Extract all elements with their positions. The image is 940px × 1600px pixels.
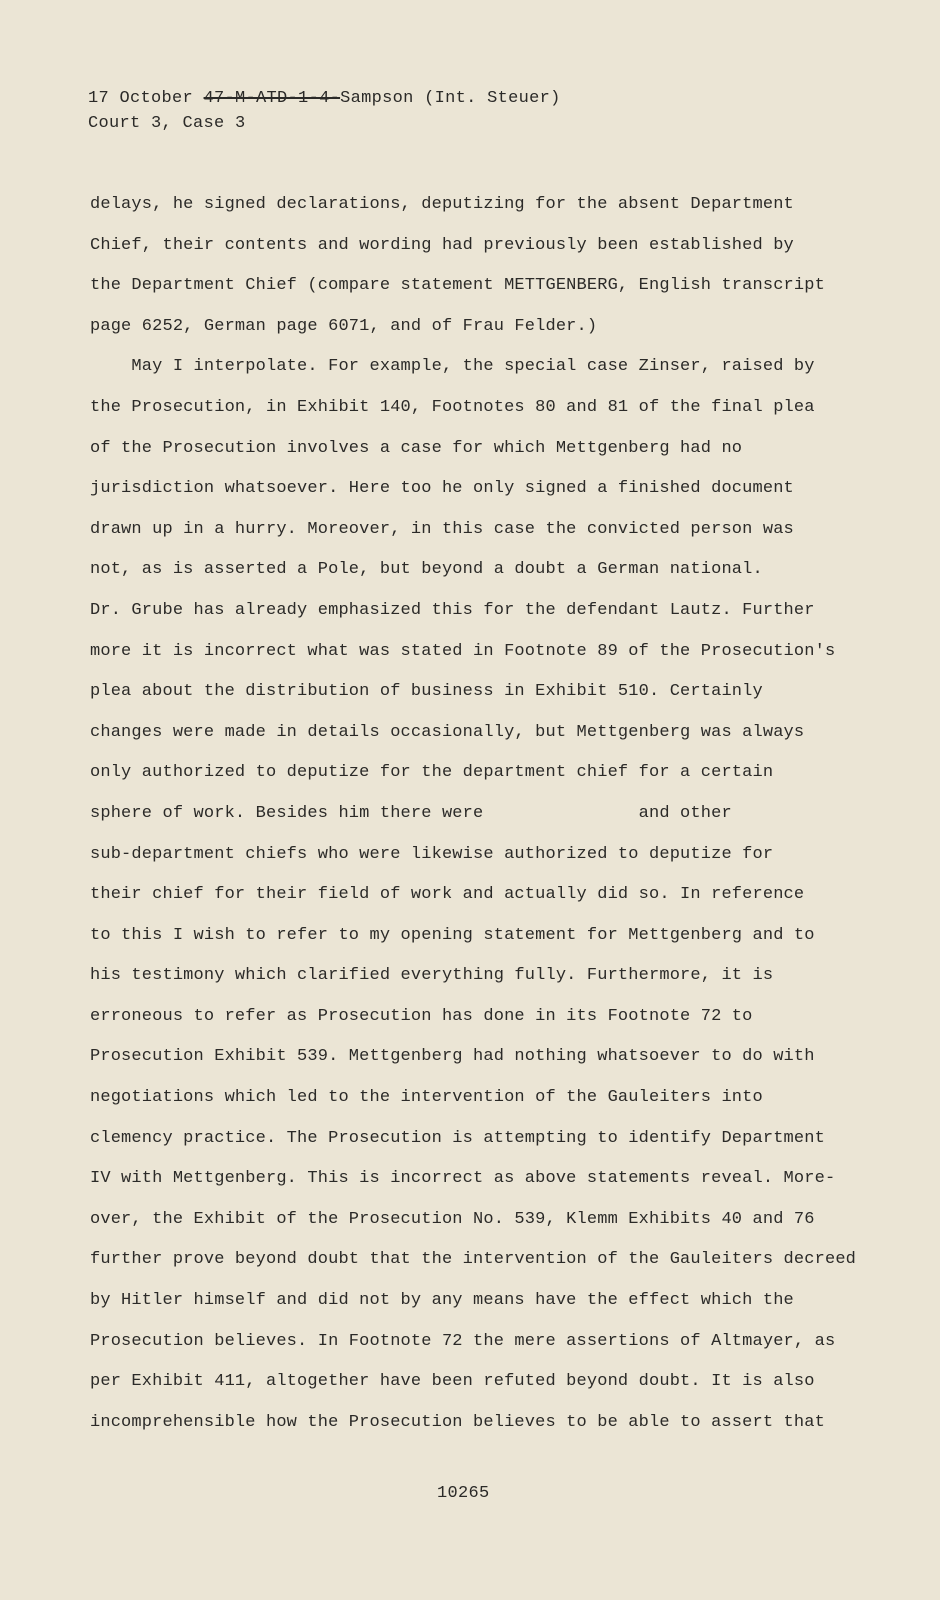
body-line: further prove beyond doubt that the intervention of the Gauleiters decreed (90, 1250, 857, 1270)
body-line: by Hitler himself and did not by any means have the effect which the (90, 1291, 794, 1311)
body-line: sub-department chiefs who were likewise authorized to deputize for (90, 844, 774, 864)
body-line: only authorized to deputize for the department chief for a certain (90, 763, 774, 783)
body-line: to this I wish to refer to my opening statement for Mettgenberg and to (90, 925, 815, 945)
body-line: clemency practice. The Prosecution is attempting to identify Department (90, 1128, 825, 1148)
body-line: the Department Chief (compare statement METTGENBERG, English transcript (90, 276, 825, 296)
header-reporter: Sampson (Int. Steuer) (340, 89, 561, 108)
body-line: page 6252, German page 6071, and of Frau Felder.) (90, 316, 598, 336)
page-number: 10265 (437, 1484, 490, 1503)
body-line: their chief for their field of work and actually did so. In reference (90, 885, 805, 905)
body-line: per Exhibit 411, altogether have been refuted beyond doubt. It is also (90, 1372, 815, 1392)
body-line: erroneous to refer as Prosecution has done in its Footnote 72 to (90, 1006, 753, 1026)
body-line: his testimony which clarified everything fully. Furthermore, it is (90, 966, 774, 986)
body-line: delays, he signed declarations, deputizing for the absent Department (90, 195, 794, 214)
body-line: more it is incorrect what was stated in Footnote 89 of the Prosecution's (90, 641, 836, 661)
transcript-body (90, 185, 890, 1443)
body-line: Chief, their contents and wording had previously been established by (90, 235, 794, 255)
body-line: Prosecution believes. In Footnote 72 the mere assertions of Altmayer, as (90, 1331, 836, 1351)
body-line: IV with Mettgenberg. This is incorrect as above statements reveal. More- (90, 1169, 836, 1189)
body-line: drawn up in a hurry. Moreover, in this case the convicted person was (90, 519, 794, 539)
body-line: not, as is asserted a Pole, but beyond a doubt a German national. (90, 560, 763, 580)
header-line-1 (88, 86, 561, 111)
body-line: Dr. Grube has already emphasized this for the defendant Lautz. Further (90, 600, 815, 620)
body-line: over, the Exhibit of the Prosecution No. 539, Klemm Exhibits 40 and 76 (90, 1209, 815, 1229)
body-line: jurisdiction whatsoever. Here too he only signed a finished document (90, 479, 794, 499)
body-line: plea about the distribution of business in Exhibit 510. Certainly (90, 682, 763, 702)
body-line: May I interpolate. For example, the special case Zinser, raised by (90, 357, 815, 377)
body-line: incomprehensible how the Prosecution believes to be able to assert that (90, 1412, 825, 1432)
body-line: negotiations which led to the intervention of the Gauleiters into (90, 1088, 763, 1108)
body-line: Prosecution Exhibit 539. Mettgenberg had nothing whatsoever to do with (90, 1047, 815, 1067)
body-line: sphere of work. Besides him there were and other (90, 803, 732, 823)
body-line: changes were made in details occasionally, but Mettgenberg was always (90, 722, 805, 742)
transcript-header (88, 86, 561, 136)
header-date: 17 October (88, 89, 194, 108)
body-line: the Prosecution, in Exhibit 140, Footnotes 80 and 81 of the final plea (90, 397, 815, 417)
header-court-case: Court 3, Case 3 (88, 114, 246, 133)
body-line: of the Prosecution involves a case for which Mettgenberg had no (90, 438, 743, 458)
header-struck-code: 47-M-ATD-1-4- (203, 89, 341, 108)
